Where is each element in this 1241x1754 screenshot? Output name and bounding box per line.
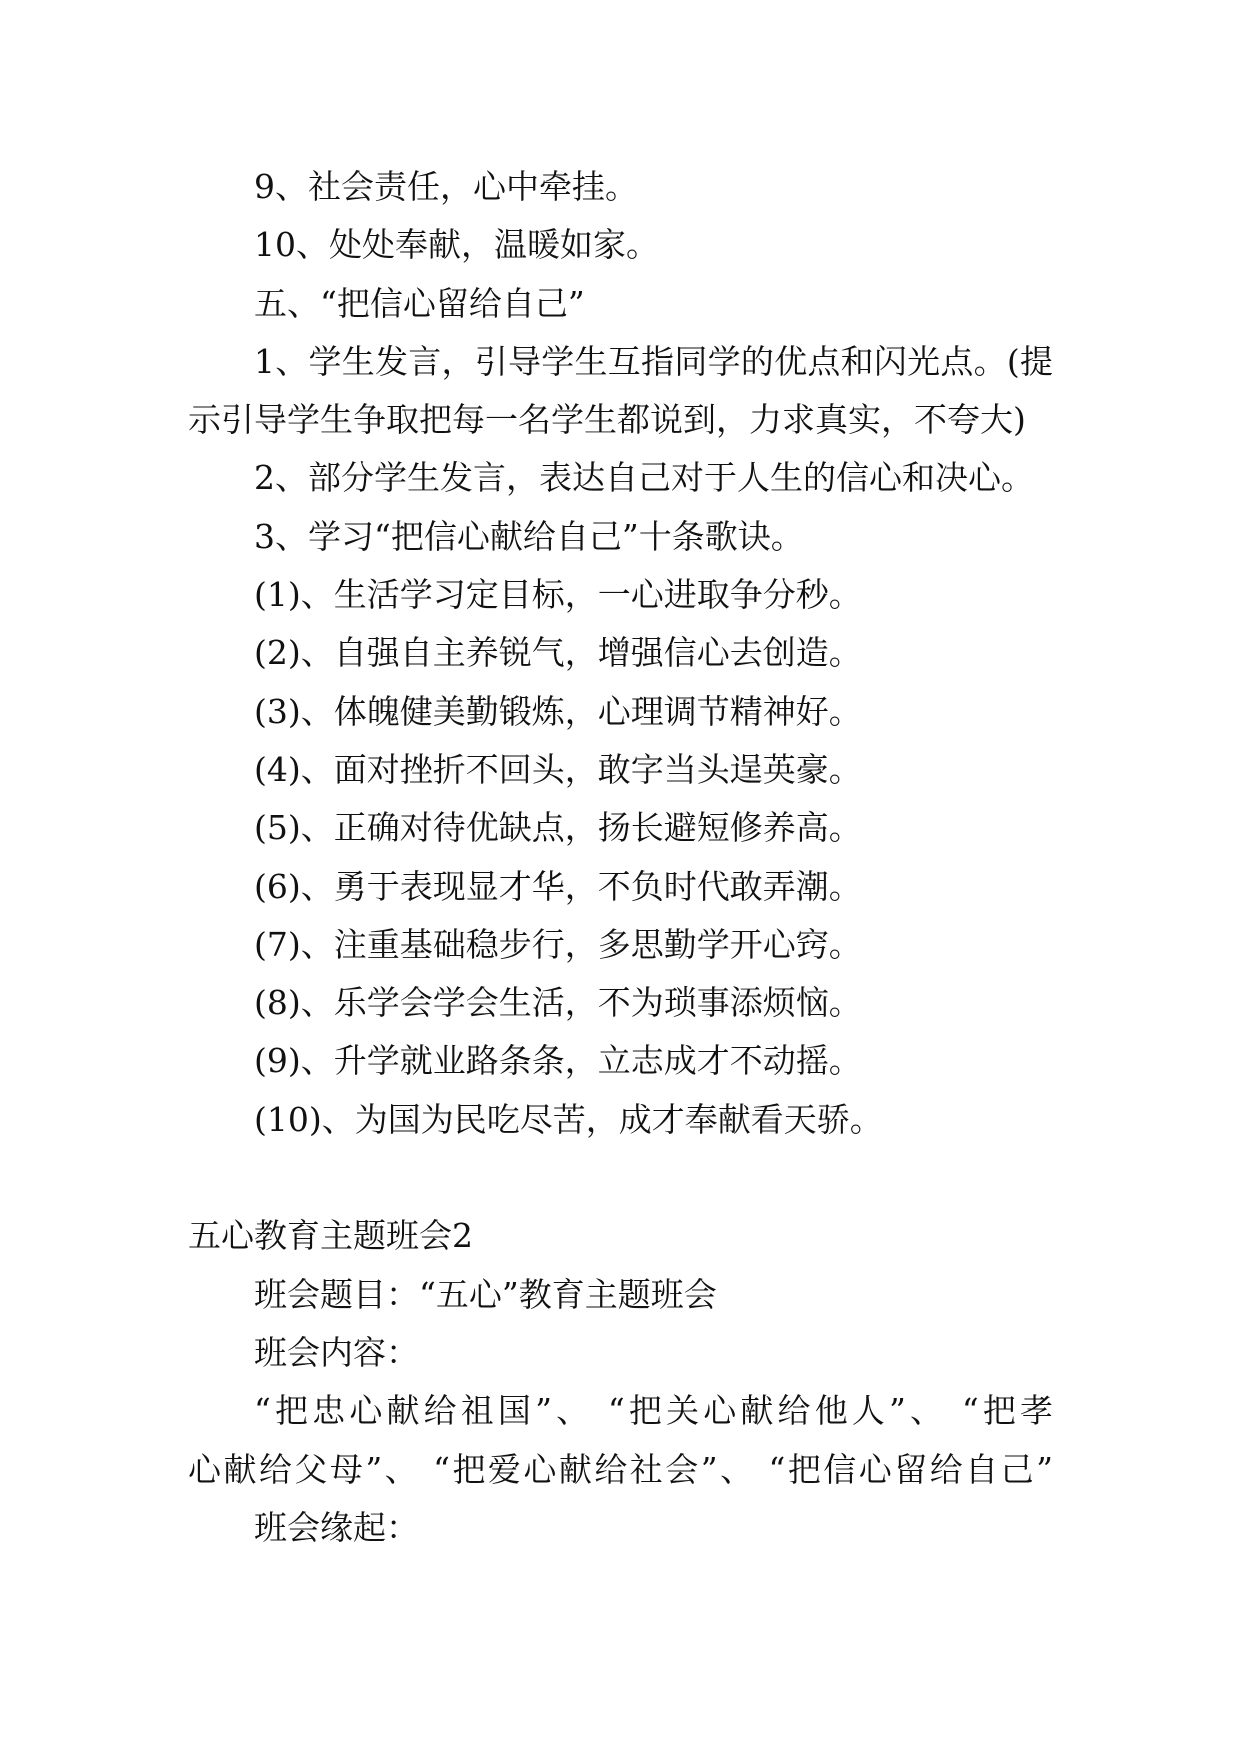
document-title: 五心教育主题班会2 (188, 1216, 473, 1256)
verse-item-4: (4)、面对挫折不回头，敢字当头逞英豪。 (254, 749, 862, 789)
verse-item-1: (1)、生活学习定目标，一心进取争分秒。 (254, 575, 862, 615)
verse-item-5: (5)、正确对待优缺点，扬长避短修养高。 (254, 808, 862, 848)
verse-item-7: (7)、注重基础稳步行，多思勤学开心窍。 (254, 924, 862, 964)
step-2: 2、部分学生发言，表达自己对于人生的信心和决心。 (254, 458, 1034, 498)
verse-item-2: (2)、自强自主养锐气，增强信心去创造。 (254, 633, 862, 673)
step-1-line-1: 1、学生发言，引导学生互指同学的优点和闪光点。(提 (254, 341, 1053, 381)
list-item-9: 9、社会责任，心中牵挂。 (254, 167, 638, 206)
verse-list (188, 566, 1053, 1149)
content-line-2: 心献给父母”、 “把爱心献给社会”、 “把信心留给自己” (188, 1449, 1053, 1489)
meeting-topic: 班会题目：“五心”教育主题班会 (254, 1274, 717, 1314)
class-meeting-2 (188, 1207, 1053, 1557)
previous-items (188, 158, 1053, 275)
verse-item-3: (3)、体魄健美勤锻炼，心理调节精神好。 (254, 691, 862, 731)
blank-line (188, 1149, 1053, 1207)
verse-item-6: (6)、勇于表现显才华，不负时代敢弄潮。 (254, 866, 862, 906)
step-3: 3、学习“把信心献给自己”十条歌诀。 (254, 516, 804, 556)
content-line-1: “把忠心献给祖国”、 “把关心献给他人”、 “把孝 (254, 1391, 1053, 1431)
section-five (188, 275, 1053, 566)
origin-label: 班会缘起： (254, 1507, 419, 1547)
section-heading: 五、“把信心留给自己” (254, 283, 585, 323)
step-1-line-2: 示引导学生争取把每一名学生都说到，力求真实，不夸大) (188, 400, 1026, 440)
verse-item-10: (10)、为国为民吃尽苦，成才奉献看天骄。 (254, 1099, 883, 1139)
verse-item-9: (9)、升学就业路条条，立志成才不动摇。 (254, 1041, 862, 1081)
list-item-10: 10、处处奉献，温暖如家。 (254, 225, 659, 265)
content-label: 班会内容： (254, 1332, 419, 1372)
verse-item-8: (8)、乐学会学会生活，不为琐事添烦恼。 (254, 983, 862, 1023)
